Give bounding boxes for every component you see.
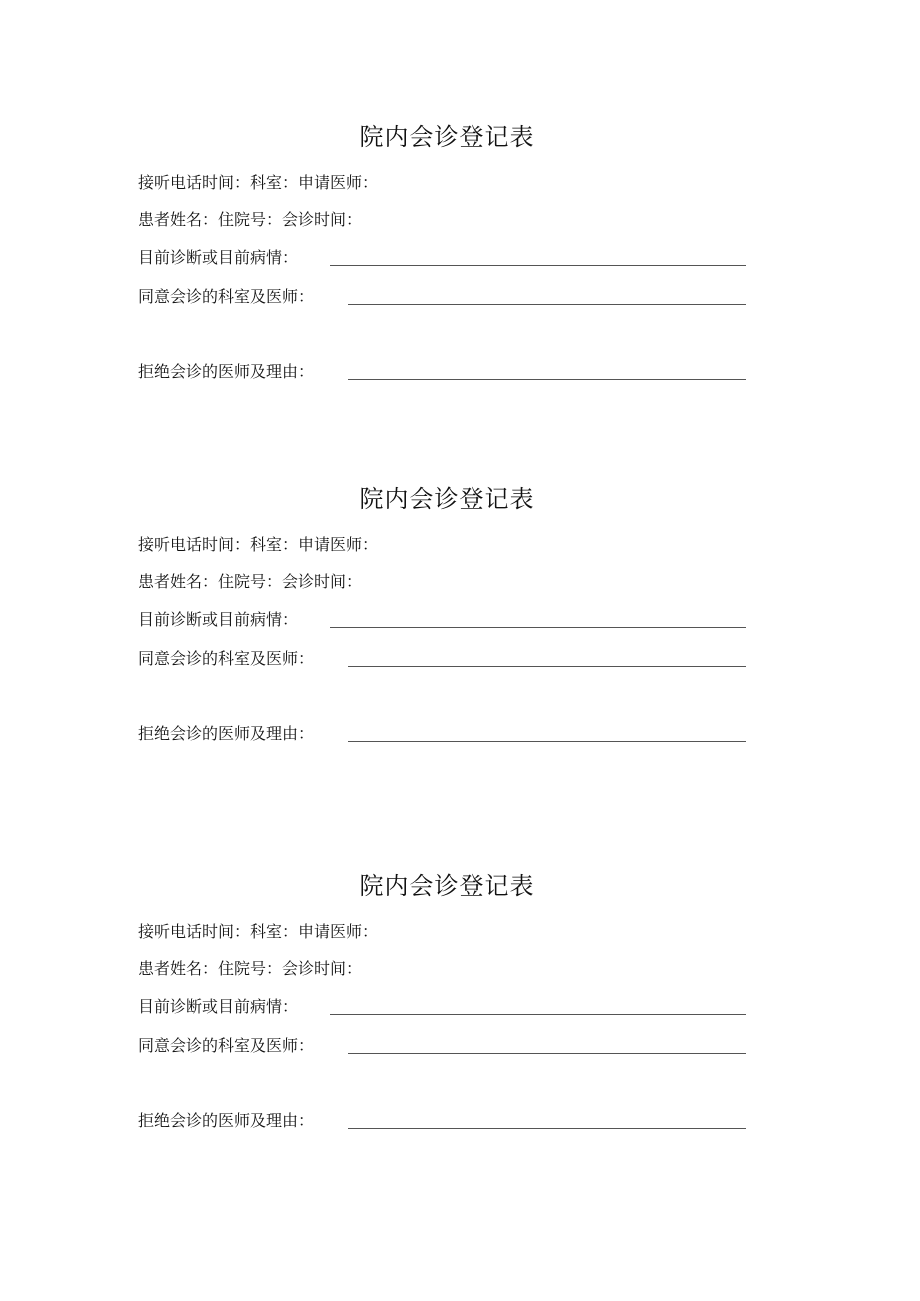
diagnosis-label: 目前诊断或目前病情：	[138, 248, 299, 267]
refuse-field[interactable]	[348, 1128, 746, 1129]
refuse-field[interactable]	[348, 379, 746, 380]
call-dept-doctor-line: 接听电话时间：科室：申请医师：	[138, 922, 379, 941]
diagnosis-field[interactable]	[330, 1014, 746, 1015]
patient-info-line: 患者姓名：住院号：会诊时间：	[138, 572, 363, 591]
call-dept-doctor-line: 接听电话时间：科室：申请医师：	[138, 535, 379, 554]
agree-field[interactable]	[348, 666, 746, 667]
patient-info-line: 患者姓名：住院号：会诊时间：	[138, 210, 363, 229]
agree-label: 同意会诊的科室及医师：	[138, 1036, 315, 1055]
agree-field[interactable]	[348, 304, 746, 305]
refuse-label: 拒绝会诊的医师及理由：	[138, 1111, 315, 1130]
agree-label: 同意会诊的科室及医师：	[138, 287, 315, 306]
agree-label: 同意会诊的科室及医师：	[138, 649, 315, 668]
refuse-label: 拒绝会诊的医师及理由：	[138, 724, 315, 743]
form-title: 院内会诊登记表	[359, 485, 535, 513]
diagnosis-label: 目前诊断或目前病情：	[138, 997, 299, 1016]
form-title: 院内会诊登记表	[359, 123, 535, 151]
agree-field[interactable]	[348, 1053, 746, 1054]
call-dept-doctor-line: 接听电话时间：科室：申请医师：	[138, 173, 379, 192]
form-title: 院内会诊登记表	[359, 872, 535, 900]
refuse-field[interactable]	[348, 741, 746, 742]
diagnosis-field[interactable]	[330, 627, 746, 628]
patient-info-line: 患者姓名：住院号：会诊时间：	[138, 959, 363, 978]
diagnosis-label: 目前诊断或目前病情：	[138, 610, 299, 629]
diagnosis-field[interactable]	[330, 265, 746, 266]
refuse-label: 拒绝会诊的医师及理由：	[138, 362, 315, 381]
